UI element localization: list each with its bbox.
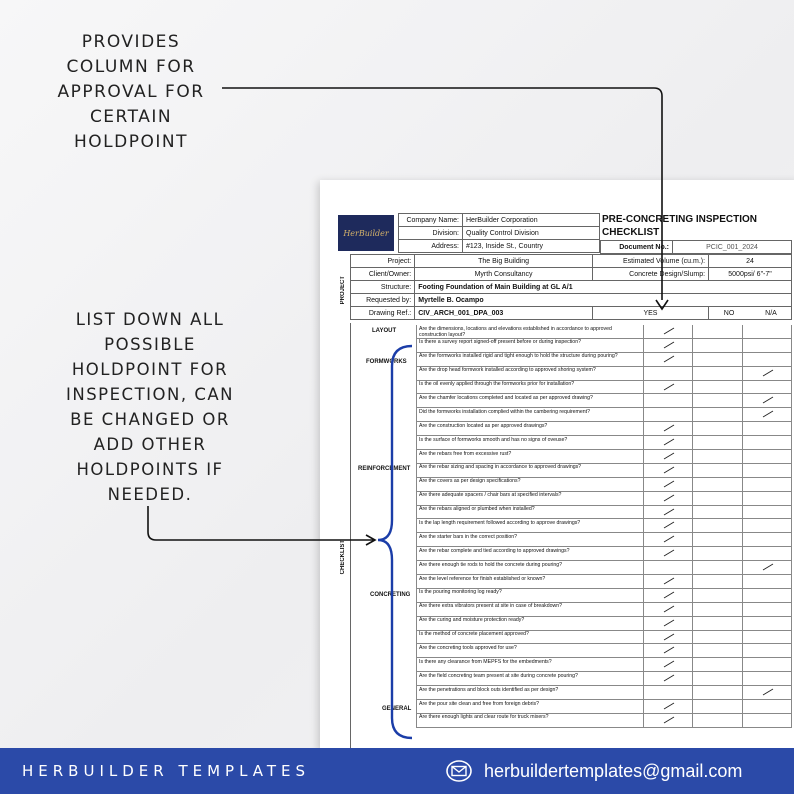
drawing-value: CIV_ARCH_001_DPA_003 [415, 307, 593, 320]
project-info-table [350, 254, 792, 320]
checklist-question: Are there enough tie rods to hold the concrete during pouring? [416, 561, 644, 574]
checkbox-yes[interactable] [644, 714, 693, 727]
callout-line: CERTAIN [89, 107, 173, 127]
client-value: Myrth Consultancy [415, 268, 593, 281]
docno-value: PCIC_001_2024 [673, 241, 792, 254]
checklist-question: Are the formworks installed rigid and tight enough to hold the structure during pouring? [416, 353, 644, 366]
checkbox-no[interactable] [693, 394, 742, 407]
checklist-row [416, 672, 792, 686]
callout-line: POSSIBLE [104, 335, 196, 354]
checkbox-na[interactable] [743, 367, 792, 380]
checkbox-no[interactable] [693, 478, 742, 491]
checklist-row [416, 394, 792, 408]
checklist-row [416, 714, 792, 728]
mail-icon [446, 760, 472, 782]
checklist-question: Are the rebar sizing and spacing in accordance to approved drawings? [416, 464, 644, 477]
design-value: 5000psi/ 6"-7" [709, 268, 792, 281]
checkbox-no[interactable] [693, 381, 742, 394]
checkbox-na[interactable] [743, 325, 792, 338]
division-label: Division: [399, 227, 463, 240]
checkbox-yes[interactable] [644, 381, 693, 394]
document-title [602, 213, 782, 239]
checkbox-yes[interactable] [644, 506, 693, 519]
col-na: N/A [765, 309, 777, 317]
checkbox-na[interactable] [743, 408, 792, 421]
checkbox-no[interactable] [693, 575, 742, 588]
checkbox-no[interactable] [693, 658, 742, 671]
checkbox-no[interactable] [693, 631, 742, 644]
checklist-row [416, 603, 792, 617]
checkbox-no[interactable] [693, 589, 742, 602]
checklist-question: Are the curing and moisture protection ready? [416, 617, 644, 630]
checkbox-na[interactable] [743, 561, 792, 574]
docno-label: Document No.: [601, 241, 673, 254]
checkbox-yes[interactable] [644, 408, 693, 421]
callout-line: NEEDED. [107, 485, 193, 504]
checkbox-yes[interactable] [644, 700, 693, 713]
checklist-row [416, 617, 792, 631]
footer-brand: HERBUILDER TEMPLATES [22, 762, 311, 780]
category-general: GENERAL [382, 706, 412, 712]
callout-line: HOLDPOINTS IF [76, 460, 224, 479]
company-info-table [398, 213, 600, 253]
checklist-question: Are the drop head formwork installed according to approved shoring system? [416, 367, 644, 380]
checklist-question: Is the pouring monitoring log ready? [416, 589, 644, 602]
checklist-question: Is the oil evenly applied through the formworks prior for installation? [416, 381, 644, 394]
check-mark-icon [762, 396, 774, 404]
logo-text: HerBuilder [343, 228, 389, 238]
company-label: Company Name: [399, 214, 463, 227]
checkbox-no[interactable] [693, 672, 742, 685]
checkbox-yes[interactable] [644, 464, 693, 477]
address-value: #123, Inside St., Country [463, 240, 600, 253]
check-mark-icon [663, 480, 675, 488]
checklist-question: Are there adequate spacers / chair bars at specified intervals? [416, 492, 644, 505]
checkbox-no[interactable] [693, 561, 742, 574]
callout-line: APPROVAL FOR [57, 82, 205, 102]
checklist-question: Is there a survey report signed-off present before or during inspection? [416, 339, 644, 352]
callout-line: LIST DOWN ALL [75, 310, 225, 329]
checklist-row [416, 686, 792, 700]
check-mark-icon [663, 660, 675, 668]
checklist-row [416, 644, 792, 658]
check-mark-icon [762, 563, 774, 571]
checkbox-na[interactable] [743, 686, 792, 699]
checklist-question: Are there extra vibrators present at site in case of breakdown? [416, 603, 644, 616]
checkbox-yes[interactable] [644, 686, 693, 699]
checkbox-yes[interactable] [644, 589, 693, 602]
checkbox-no[interactable] [693, 603, 742, 616]
check-mark-icon [663, 577, 675, 585]
check-mark-icon [663, 633, 675, 641]
checklist-row [416, 700, 792, 714]
checkbox-na[interactable] [743, 492, 792, 505]
checkbox-yes[interactable] [644, 672, 693, 685]
check-mark-icon [663, 466, 675, 474]
check-mark-icon [663, 646, 675, 654]
checklist-row [416, 381, 792, 395]
check-mark-icon [663, 508, 675, 516]
callout-line: HOLDPOINT FOR [71, 360, 229, 379]
category-reinforcement: REINFORCEMENT [358, 466, 411, 472]
project-side-label: PROJECT [340, 276, 346, 305]
checkbox-yes[interactable] [644, 450, 693, 463]
checkbox-yes[interactable] [644, 339, 693, 352]
checkbox-no[interactable] [693, 644, 742, 657]
checkbox-no[interactable] [693, 450, 742, 463]
checkbox-no[interactable] [693, 686, 742, 699]
checkbox-no[interactable] [693, 339, 742, 352]
est-volume-value: 24 [709, 255, 792, 268]
checkbox-yes[interactable] [644, 631, 693, 644]
checkbox-na[interactable] [743, 533, 792, 546]
checkbox-na[interactable] [743, 617, 792, 630]
footer-email[interactable]: herbuildertemplates@gmail.com [484, 761, 743, 781]
check-mark-icon [663, 327, 675, 335]
drawing-label: Drawing Ref.: [351, 307, 415, 320]
checkbox-na[interactable] [743, 464, 792, 477]
checkbox-no[interactable] [693, 436, 742, 449]
checkbox-yes[interactable] [644, 492, 693, 505]
checkbox-no[interactable] [693, 422, 742, 435]
checkbox-no[interactable] [693, 325, 742, 338]
checklist-question: Is the surface of formworks smooth and has no signs of oveuse? [416, 436, 644, 449]
checkbox-na[interactable] [743, 631, 792, 644]
docno-table [600, 240, 792, 254]
checkbox-no[interactable] [693, 367, 742, 380]
checklist-row [416, 367, 792, 381]
checkbox-na[interactable] [743, 422, 792, 435]
check-mark-icon [663, 535, 675, 543]
checklist-question: Are the penetrations and block outs identified as per design? [416, 686, 644, 699]
check-mark-icon [663, 605, 675, 613]
project-value: The Big Building [415, 255, 593, 268]
callout-line: BE CHANGED OR [70, 410, 230, 429]
client-label: Client/Owner: [351, 268, 415, 281]
checklist-row [416, 589, 792, 603]
callout-line: HOLDPOINT [74, 132, 188, 152]
checkbox-na[interactable] [743, 450, 792, 463]
footer-bar [0, 748, 794, 794]
company-logo [338, 215, 394, 251]
checklist-question: Did the formworks installation complied within the cambering requirement? [416, 408, 644, 421]
checklist-row [416, 408, 792, 422]
checklist-row [416, 533, 792, 547]
checklist-question: Are the dimensions, locations and elevations established in accordance to approved construction layout? [416, 325, 644, 338]
checklist-row [416, 631, 792, 645]
check-mark-icon [663, 619, 675, 627]
checkbox-no[interactable] [693, 519, 742, 532]
callout-line: INSPECTION, CAN [66, 385, 234, 404]
checkbox-yes[interactable] [644, 422, 693, 435]
title-line-1: PRE-CONCRETING INSPECTION [602, 214, 758, 225]
checkbox-na[interactable] [743, 353, 792, 366]
company-value: HerBuilder Corporation [463, 214, 600, 227]
checkbox-no[interactable] [693, 353, 742, 366]
checkbox-yes[interactable] [644, 547, 693, 560]
checkbox-yes[interactable] [644, 658, 693, 671]
checkbox-no[interactable] [693, 464, 742, 477]
check-mark-icon [663, 424, 675, 432]
check-mark-icon [762, 688, 774, 696]
check-mark-icon [663, 674, 675, 682]
checkbox-no[interactable] [693, 700, 742, 713]
checklist-row [416, 353, 792, 367]
checklist-question: Is the lap length requirement followed according to approve drawings? [416, 519, 644, 532]
checkbox-na[interactable] [743, 519, 792, 532]
check-mark-icon [762, 410, 774, 418]
checkbox-na[interactable] [743, 644, 792, 657]
checklist-row [416, 478, 792, 492]
checklist-row [416, 422, 792, 436]
checklist-row [416, 450, 792, 464]
checkbox-na[interactable] [743, 700, 792, 713]
checkbox-no[interactable] [693, 408, 742, 421]
project-label: Project: [351, 255, 415, 268]
check-mark-icon [663, 341, 675, 349]
checklist-question: Are the concreting tools approved for use? [416, 644, 644, 657]
checklist-grid [416, 325, 792, 728]
checkbox-na[interactable] [743, 436, 792, 449]
checkbox-yes[interactable] [644, 644, 693, 657]
checklist-row [416, 325, 792, 339]
requested-label: Requested by: [351, 294, 415, 307]
checkbox-no[interactable] [693, 533, 742, 546]
checklist-row [416, 575, 792, 589]
address-label: Address: [399, 240, 463, 253]
checkbox-no[interactable] [693, 492, 742, 505]
callout-approval-column [40, 30, 222, 155]
category-formworks: FORMWORKS [366, 359, 407, 365]
title-line-2: CHECKLIST [602, 227, 660, 238]
checkbox-na[interactable] [743, 547, 792, 560]
checklist-question: Are there enough lights and clear route for truck mixers? [416, 714, 644, 727]
checkbox-na[interactable] [743, 381, 792, 394]
checklist-question: Are the rebar complete and tied according to approved drawings? [416, 547, 644, 560]
checkbox-yes[interactable] [644, 603, 693, 616]
checklist-row [416, 339, 792, 353]
check-mark-icon [663, 383, 675, 391]
check-mark-icon [663, 702, 675, 710]
checkbox-na[interactable] [743, 339, 792, 352]
checkbox-na[interactable] [743, 714, 792, 727]
design-label: Concrete Design/Slump: [592, 268, 708, 281]
checkbox-no[interactable] [693, 617, 742, 630]
checkbox-yes[interactable] [644, 561, 693, 574]
checkbox-yes[interactable] [644, 575, 693, 588]
column-headers-right [709, 307, 792, 320]
checklist-row [416, 436, 792, 450]
checkbox-yes[interactable] [644, 367, 693, 380]
check-mark-icon [663, 521, 675, 529]
checkbox-yes[interactable] [644, 394, 693, 407]
division-value: Quality Control Division [463, 227, 600, 240]
checklist-question: Are the starter bars in the correct position? [416, 533, 644, 546]
checkbox-no[interactable] [693, 714, 742, 727]
checkbox-na[interactable] [743, 575, 792, 588]
check-mark-icon [663, 591, 675, 599]
check-mark-icon [663, 494, 675, 502]
structure-value: Footing Foundation of Main Building at GL A/1 [415, 281, 792, 294]
requested-value: Myrtelle B. Ocampo [415, 294, 792, 307]
callout-line: COLUMN FOR [66, 57, 196, 77]
checkbox-yes[interactable] [644, 353, 693, 366]
checkbox-na[interactable] [743, 589, 792, 602]
check-mark-icon [663, 355, 675, 363]
checklist-question: Is there any clearance from MEPFS for the embedments? [416, 658, 644, 671]
column-headers [592, 307, 708, 320]
col-yes: YES [643, 309, 658, 317]
checkbox-na[interactable] [743, 394, 792, 407]
check-mark-icon [663, 452, 675, 460]
checkbox-no[interactable] [693, 506, 742, 519]
checkbox-yes[interactable] [644, 519, 693, 532]
checklist-question: Are the rebars free from excessive rust? [416, 450, 644, 463]
checklist-question: Are the construction located as per approved drawings? [416, 422, 644, 435]
checklist-row [416, 561, 792, 575]
check-mark-icon [663, 438, 675, 446]
checklist-question: Are the field concreting team present at site during concrete pouring? [416, 672, 644, 685]
checklist-row [416, 506, 792, 520]
checkbox-na[interactable] [743, 658, 792, 671]
checkbox-yes[interactable] [644, 533, 693, 546]
checkbox-na[interactable] [743, 672, 792, 685]
checkbox-na[interactable] [743, 603, 792, 616]
checkbox-yes[interactable] [644, 436, 693, 449]
col-no: NO [723, 309, 735, 317]
check-mark-icon [663, 549, 675, 557]
check-mark-icon [663, 716, 675, 724]
checklist-row [416, 658, 792, 672]
est-volume-label: Estimated Volume (cu.m.): [592, 255, 708, 268]
checkbox-na[interactable] [743, 506, 792, 519]
checkbox-na[interactable] [743, 478, 792, 491]
checkbox-no[interactable] [693, 547, 742, 560]
callout-line: ADD OTHER [93, 435, 207, 454]
category-concreting: CONCRETING [370, 592, 411, 598]
checkbox-yes[interactable] [644, 617, 693, 630]
check-mark-icon [762, 369, 774, 377]
checklist-question: Are the covers as per design specifications? [416, 478, 644, 491]
checklist-side-label: CHECKLIST [340, 540, 346, 575]
category-layout: LAYOUT [372, 328, 397, 334]
checklist-row [416, 519, 792, 533]
checklist-question: Are the level reference for finish established or known? [416, 575, 644, 588]
checklist-row [416, 464, 792, 478]
callout-holdpoints [52, 307, 248, 507]
checklist-question: Are the pour site clean and free from foreign debris? [416, 700, 644, 713]
checkbox-yes[interactable] [644, 325, 693, 338]
checkbox-yes[interactable] [644, 478, 693, 491]
checklist-question: Is the method of concrete placement approved? [416, 631, 644, 644]
checklist-question: Are the chamfer locations completed and located as per approved drawing? [416, 394, 644, 407]
checklist-question: Are the rebars aligned or plumbed when installed? [416, 506, 644, 519]
structure-label: Structure: [351, 281, 415, 294]
callout-line: PROVIDES [81, 32, 181, 52]
checklist-row [416, 547, 792, 561]
checklist-row [416, 492, 792, 506]
